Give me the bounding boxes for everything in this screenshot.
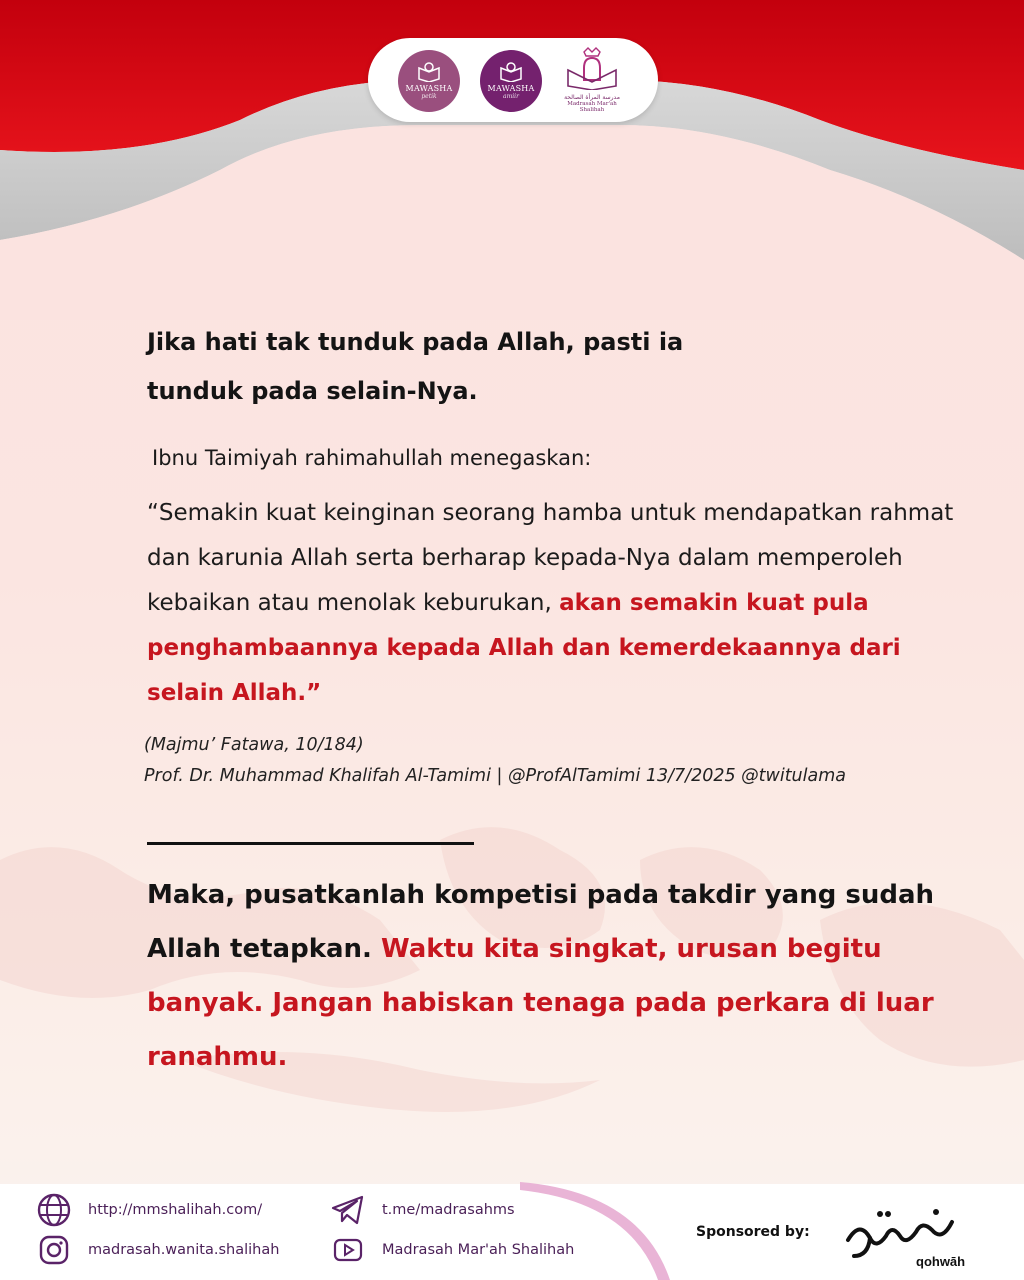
youtube-channel[interactable]: Madrasah Mar'ah Shalihah (382, 1242, 575, 1258)
quote-intro: Ibnu Taimiyah rahimahullah menegaskan: (152, 446, 592, 470)
mawasha-petik-logo: MAWASHA petik (398, 50, 460, 112)
title-line-1: Jika hati tak tunduk pada Allah, pasti ia (147, 328, 684, 356)
telegram-icon (330, 1192, 366, 1228)
crown-book-icon (564, 46, 620, 90)
footer-telegram[interactable] (330, 1192, 515, 1228)
conclusion-plain: Maka, pusatkanlah kompetisi pada takdir yang sudah Allah tetapkan. (147, 880, 935, 964)
citation-source: (Majmu’ Fatawa, 10/184) (144, 735, 364, 755)
sponsor-name: qohwāh (916, 1254, 966, 1269)
book-icon (417, 62, 441, 82)
telegram-link[interactable]: t.me/madrasahms (382, 1202, 515, 1218)
conclusion-highlight: Waktu kita singkat, urusan begitu banyak. Jangan habiskan tenaga pada perkara di luar ranahmu. (147, 934, 934, 1072)
mawasha-amiir-logo: MAWASHA amiir (480, 50, 542, 112)
website-link[interactable]: http://mmshalihah.com/ (88, 1202, 263, 1218)
quote-highlight: akan semakin kuat pula penghambaannya kepada Allah dan kemerdekaannya dari selain Allah.” (147, 590, 901, 706)
logo-bar (368, 38, 658, 122)
instagram-icon (36, 1232, 72, 1268)
madrasah-marah-shalihah-logo: مدرسة المرأة الصالحة Madrasah Mar'ah Shalihah (558, 46, 626, 116)
footer-youtube[interactable] (330, 1232, 574, 1268)
sponsor-label: Sponsored by: (696, 1224, 810, 1240)
citation-author: Prof. Dr. Muhammad Khalifah Al-Tamimi | @ProfAlTamimi 13/7/2025 @twitulama (144, 766, 847, 786)
quote-text (147, 491, 977, 716)
globe-icon (36, 1192, 72, 1228)
page-title (147, 318, 847, 416)
divider (147, 842, 474, 845)
instagram-handle[interactable]: madrasah.wanita.shalihah (88, 1242, 280, 1258)
footer-website[interactable] (36, 1192, 262, 1228)
footer-instagram[interactable] (36, 1232, 279, 1268)
conclusion-text (147, 868, 947, 1084)
book-icon (499, 62, 523, 82)
quote-plain: “Semakin kuat keinginan seorang hamba untuk mendapatkan rahmat dan karunia Allah serta berharap kepada-Nya dalam memperoleh kebaikan atau menolak keburukan, (147, 500, 954, 616)
qohwah-calligraphy (840, 1200, 980, 1270)
youtube-icon (330, 1232, 366, 1268)
qohwah-logo (840, 1200, 980, 1270)
title-line-2: tunduk pada selain-Nya. (147, 377, 478, 405)
